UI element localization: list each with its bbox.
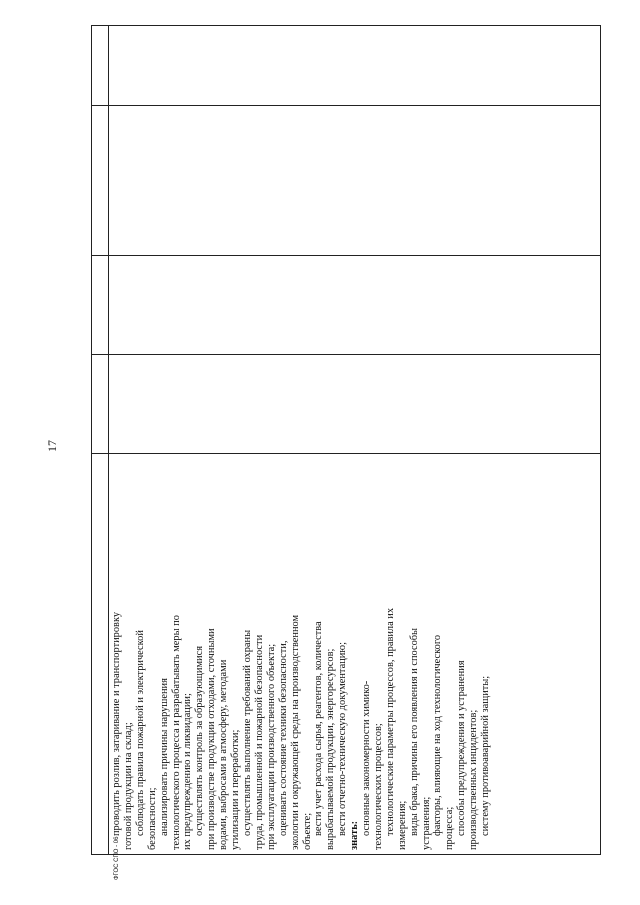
text-line: труда, промышленной и пожарной безопасности bbox=[253, 634, 265, 850]
table-cell-empty-3 bbox=[109, 105, 600, 255]
text-line: безопасности; bbox=[146, 787, 158, 850]
text-line: технологических процессов; bbox=[372, 723, 384, 850]
text-line: их предупреждению и ликвидации; bbox=[182, 693, 194, 850]
text-line: при производстве продукции отходами, сточными bbox=[206, 628, 218, 850]
text-line: измерения; bbox=[396, 800, 408, 850]
text-line: основные закономерности химико- bbox=[361, 680, 373, 836]
text-line: оценивать состояние техники безопасности, bbox=[277, 640, 289, 836]
table-cell-strip-4 bbox=[92, 105, 108, 255]
text-line: виды брака, причины его появления и способы bbox=[408, 627, 420, 836]
text-line: проводить розлив, затаривание и транспортировку bbox=[111, 611, 122, 836]
skills-knowledge-cell bbox=[109, 453, 600, 854]
table-first-column-strip bbox=[92, 26, 109, 854]
table-cell-strip-3 bbox=[92, 255, 108, 354]
text-line: технологического процесса и разрабатывать меры по bbox=[170, 615, 182, 850]
text-line: устранения; bbox=[420, 796, 432, 850]
text-line: систему противоаварийной защиты; bbox=[480, 675, 492, 836]
text-line: соблюдать правила пожарной и электрической bbox=[134, 630, 146, 836]
text-line: факторы, влияющие на ход технологического bbox=[432, 634, 444, 836]
table-cell-strip-1 bbox=[92, 453, 108, 854]
text-line: утилизации и переработки; bbox=[230, 729, 242, 850]
footer-document-code: ФГОС СПО - 06 bbox=[114, 836, 120, 880]
table-cell-empty-4 bbox=[109, 26, 600, 105]
text-line: знать: bbox=[349, 820, 361, 850]
table-cell-strip-5 bbox=[92, 26, 108, 105]
text-line: при эксплуатации производственного объекта; bbox=[265, 643, 277, 850]
text-line: осуществлять выполнение требований охраны bbox=[241, 629, 253, 836]
table-cell-strip-2 bbox=[92, 354, 108, 453]
table-cell-empty-1 bbox=[109, 354, 600, 453]
text-line: процесса; bbox=[444, 806, 456, 850]
text-line: вырабатываемой продукции, энергоресурсов; bbox=[325, 648, 337, 850]
text-line: экологии и окружающей среды на производственном bbox=[289, 614, 301, 850]
text-line: осуществлять контроль за образующимися bbox=[194, 645, 206, 836]
table-cell-empty-2 bbox=[109, 255, 600, 354]
text-line: технологические параметры процессов, правила их bbox=[384, 607, 396, 836]
competency-table bbox=[91, 25, 601, 855]
text-line: водами, выбросами в атмосферу, методами bbox=[218, 659, 230, 850]
text-line: вести учет расхода сырья, реагентов, количества bbox=[313, 621, 325, 836]
text-line: анализировать причины нарушения bbox=[158, 678, 170, 836]
text-line: объекте; bbox=[301, 812, 313, 850]
page-number: 17 bbox=[45, 440, 59, 452]
table-main-row bbox=[109, 26, 600, 854]
text-line: способы предупреждения и устранения bbox=[456, 660, 468, 836]
text-line: производственных инцидентов; bbox=[468, 709, 480, 850]
text-line: вести отчетно-техническую документацию; bbox=[337, 642, 349, 836]
text-line: готовой продукции на склад; bbox=[122, 722, 134, 850]
